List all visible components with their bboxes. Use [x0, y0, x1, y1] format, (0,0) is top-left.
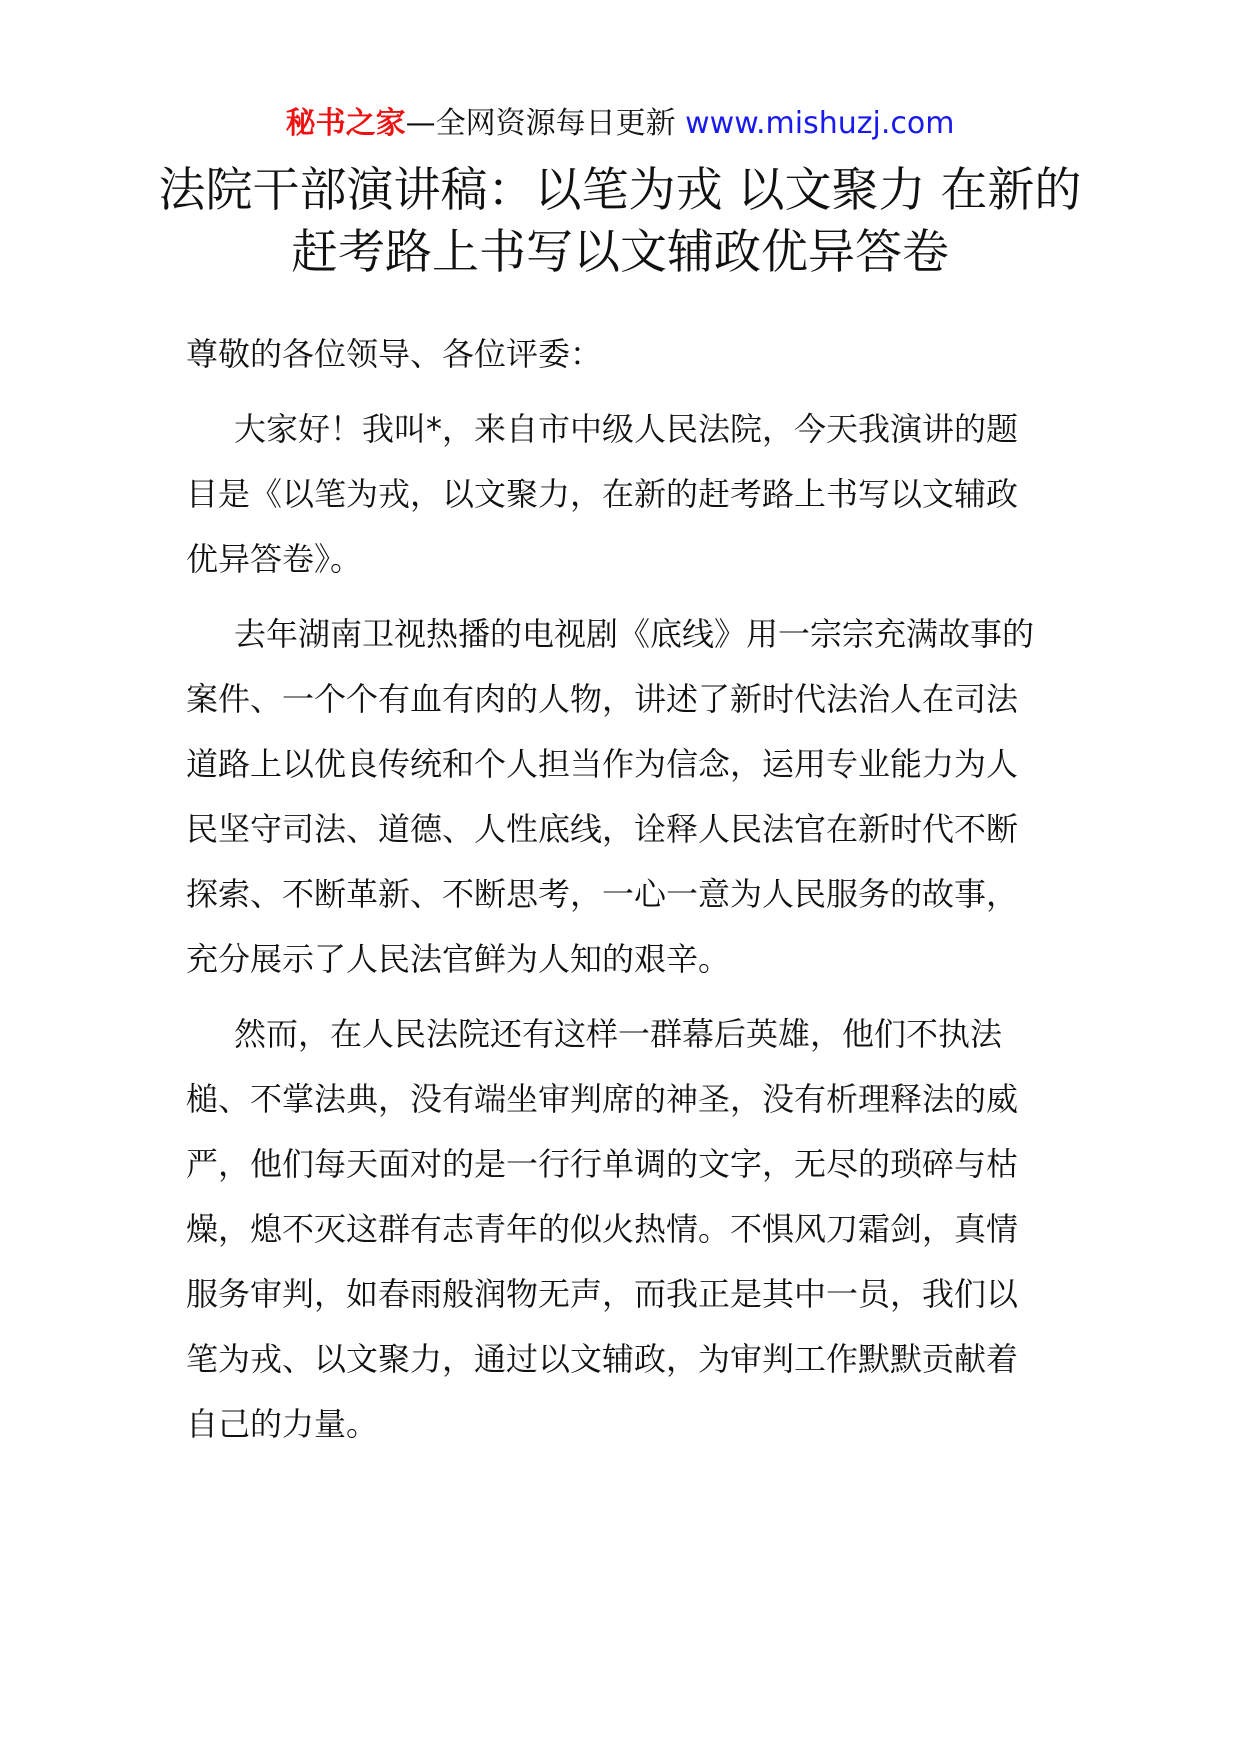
- document-title: 法院干部演讲稿：以笔为戎 以文聚力 在新的赶考路上书写以文辅政优异答卷: [158, 163, 1082, 280]
- document-body: [186, 322, 1046, 1467]
- paragraph-3: 然而，在人民法院还有这样一群幕后英雄，他们不执法槌、不掌法典，没有端坐审判席的神圣，没有析理释法的威严，他们每天面对的是一行行单调的文字，无尽的琐碎与枯燥，熄不灭这群有志青年的似火热情。不惧风刀霜剑，真情服务审判，如春雨般润物无声，而我正是其中一员，我们以笔为戎、以文聚力，通过以文辅政，为审判工作默默贡献着自己的力量。: [186, 1015, 1019, 1443]
- salutation: 尊敬的各位领导、各位评委：: [186, 335, 603, 373]
- site-header: [0, 104, 1240, 144]
- brand-name: 秘书之家: [285, 106, 406, 141]
- site-url-link[interactable]: www.mishuzj.com: [685, 106, 955, 141]
- paragraph-2: 去年湖南卫视热播的电视剧《底线》用一宗宗充满故事的案件、一个个有血有肉的人物，讲述了新时代法治人在司法道路上以优良传统和个人担当作为信念，运用专业能力为人民坚守司法、道德、人性底线，诠释人民法官在新时代不断探索、不断革新、不断思考，一心一意为人民服务的故事，充分展示了人民法官鲜为人知的艰辛。: [186, 615, 1035, 978]
- paragraph-1: 大家好！我叫*，来自市中级人民法院，今天我演讲的题目是《以笔为戎，以文聚力，在新的赶考路上书写以文辅政优异答卷》。: [186, 410, 1019, 578]
- site-tagline: —全网资源每日更新: [405, 106, 676, 141]
